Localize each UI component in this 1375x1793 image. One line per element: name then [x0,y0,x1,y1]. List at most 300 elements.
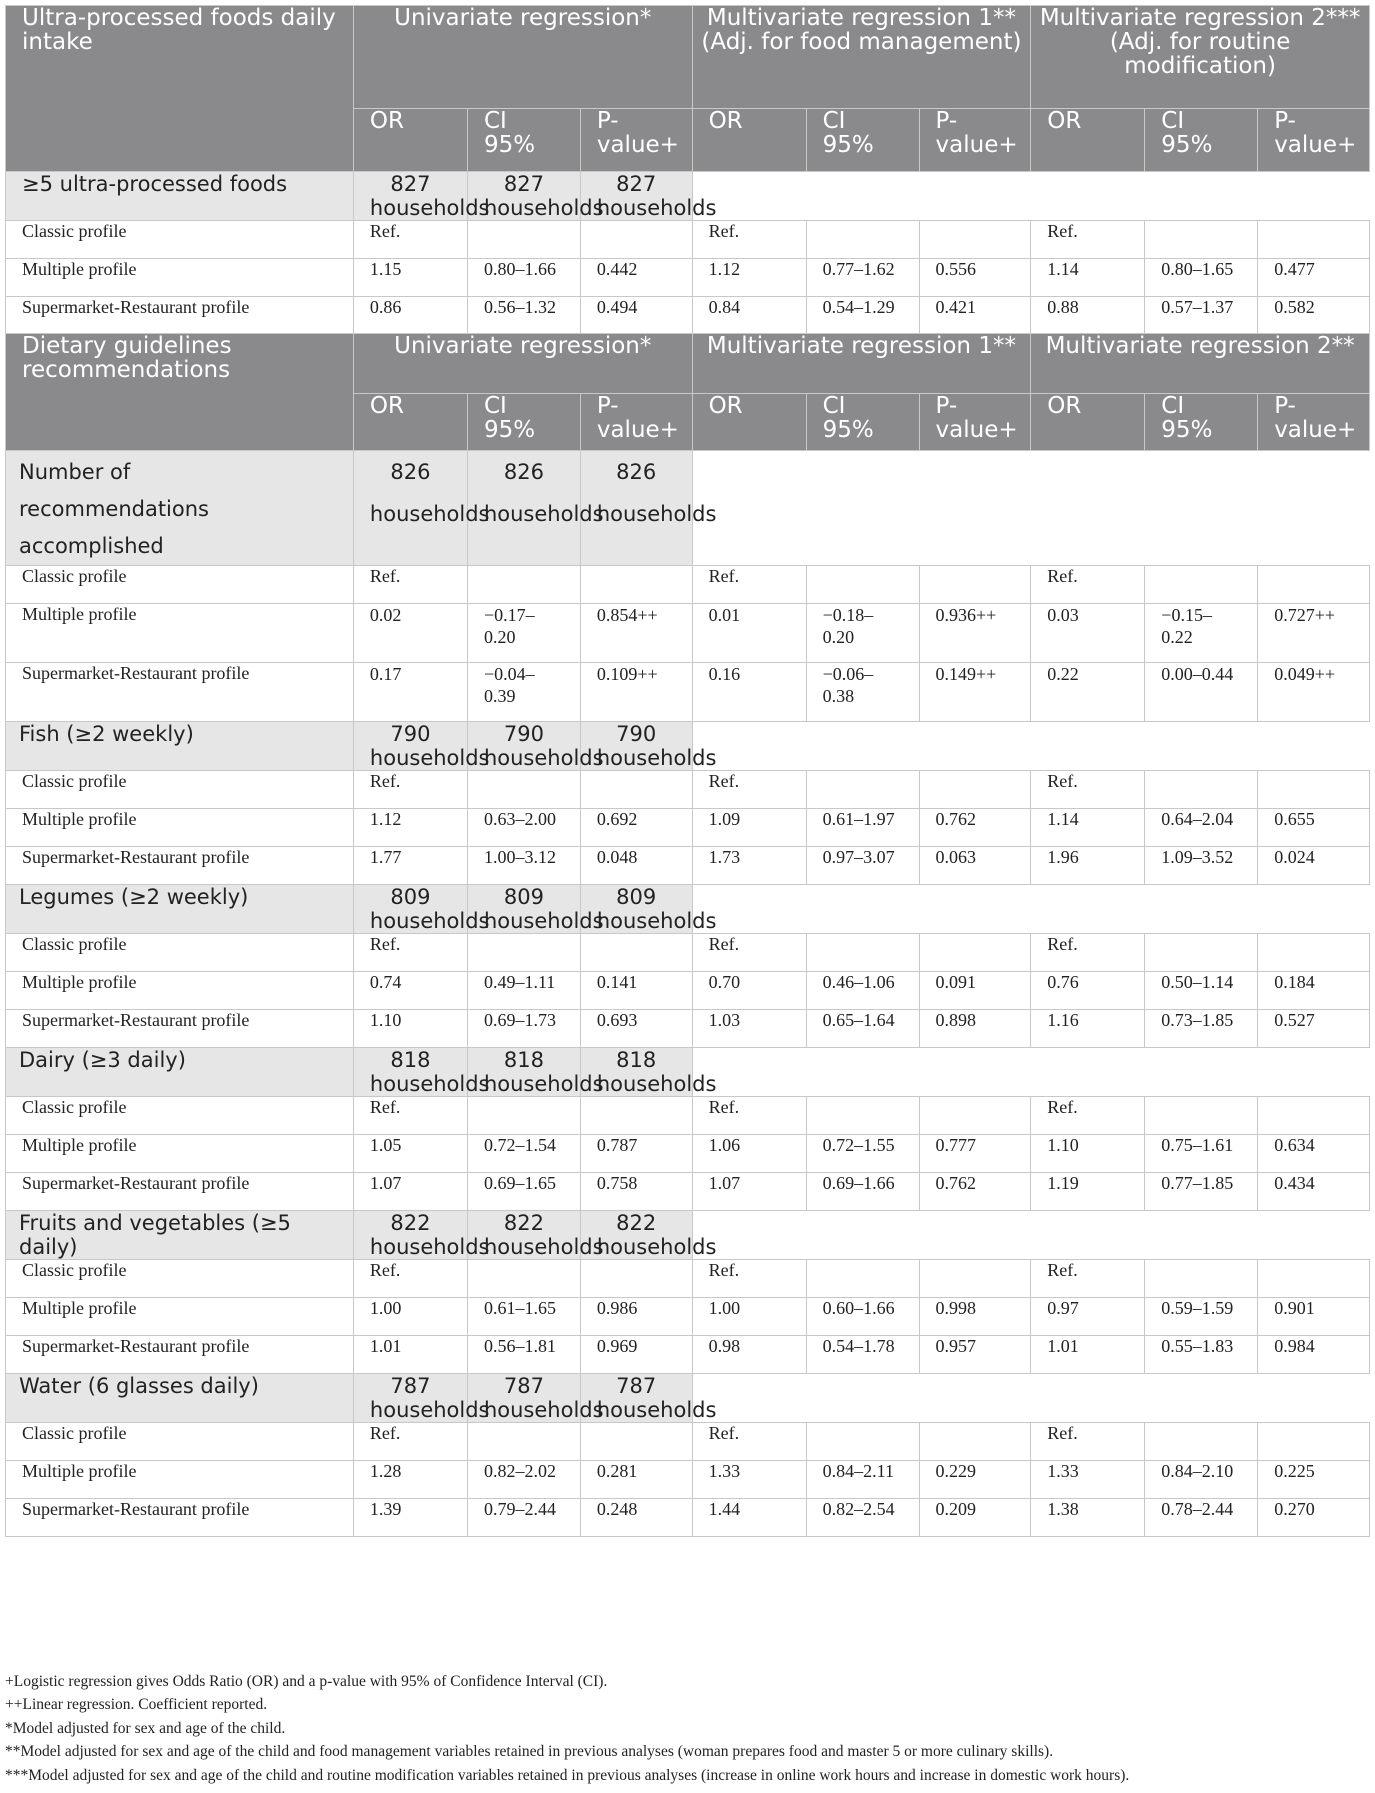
table-row [6,1260,1370,1298]
data-cell: 1.28 [353,1461,467,1499]
data-cell: 0.693 [580,1010,692,1048]
sample-size: 809 households [353,885,467,934]
data-cell: 0.77–1.62 [806,259,919,297]
data-cell: 0.582 [1258,297,1370,334]
data-cell: 0.986 [580,1298,692,1336]
data-cell [806,934,919,972]
row-label: Classic profile [6,934,354,972]
footnote: *Model adjusted for sex and age of the child. [5,1719,286,1737]
sample-size: 787 households [467,1374,580,1423]
data-cell: 0.64–2.04 [1145,809,1258,847]
data-cell: 0.82–2.54 [806,1499,919,1537]
data-cell [1145,1260,1258,1298]
footnotes [5,1670,1370,1787]
data-cell [580,771,692,809]
data-cell: 0.54–1.29 [806,297,919,334]
data-cell [467,934,580,972]
data-cell: −0.06–0.38 [806,663,919,722]
data-cell: 0.86 [353,297,467,334]
model-header: Multivariate regression 1** [692,334,1031,394]
data-cell [1258,1260,1370,1298]
table-title: Ultra-processed foods daily intake [6,6,354,172]
row-label: Classic profile [6,566,354,604]
data-cell: 0.048 [580,847,692,885]
model-header: Multivariate regression 2** [1031,334,1370,394]
data-cell: 0.72–1.54 [467,1135,580,1173]
data-cell: 0.78–2.44 [1145,1499,1258,1537]
data-cell: 0.762 [919,1173,1031,1211]
data-cell: 0.248 [580,1499,692,1537]
data-cell: Ref. [692,566,806,604]
table-row [6,1173,1370,1211]
data-cell: 0.80–1.65 [1145,259,1258,297]
data-cell [919,221,1031,259]
data-cell: Ref. [692,1260,806,1298]
table-row [6,934,1370,972]
data-cell: 1.09 [692,809,806,847]
row-label: Multiple profile [6,809,354,847]
data-cell: 1.14 [1031,809,1145,847]
row-label: Multiple profile [6,1135,354,1173]
table-row [6,566,1370,604]
column-header: OR [1031,394,1145,451]
data-cell: 0.209 [919,1499,1031,1537]
data-cell: 0.494 [580,297,692,334]
data-cell: 0.72–1.55 [806,1135,919,1173]
data-cell [1258,221,1370,259]
data-cell: 0.03 [1031,604,1145,663]
data-cell: 1.39 [353,1499,467,1537]
data-cell: 0.527 [1258,1010,1370,1048]
row-label: Classic profile [6,1097,354,1135]
sample-size: 787 households [353,1374,467,1423]
data-cell: 1.07 [353,1173,467,1211]
data-cell: 1.12 [692,259,806,297]
table-row [6,1010,1370,1048]
data-cell: 0.854++ [580,604,692,663]
data-cell: 1.00 [692,1298,806,1336]
data-cell: 0.02 [353,604,467,663]
section-title: Number of recommendations accomplished [6,451,354,566]
sample-size: 827 households [580,172,692,221]
data-cell [1258,934,1370,972]
data-cell: 0.46–1.06 [806,972,919,1010]
section-title: Fruits and vegetables (≥5 daily) [6,1211,354,1260]
data-cell [806,566,919,604]
sample-size: 790 households [353,722,467,771]
sample-size: 822 households [353,1211,467,1260]
data-cell: 0.79–2.44 [467,1499,580,1537]
data-cell: 0.969 [580,1336,692,1374]
data-cell: 0.49–1.11 [467,972,580,1010]
data-cell [467,771,580,809]
data-cell: Ref. [1031,771,1145,809]
data-cell: 1.10 [353,1010,467,1048]
data-cell [580,934,692,972]
footnote: **Model adjusted for sex and age of the child and food management variables retained in previous analyses (woman prepares food and master 5 or more culinary skills). [5,1743,1054,1761]
data-cell: Ref. [1031,1097,1145,1135]
table-row [6,847,1370,885]
sample-size: 822 households [467,1211,580,1260]
sample-size: 790 households [467,722,580,771]
data-cell: 0.634 [1258,1135,1370,1173]
footnote: +Logistic regression gives Odds Ratio (OR) and a p-value with 95% of Confidence Interval (CI). [5,1673,608,1690]
column-header: CI 95% [467,394,580,451]
row-label: Classic profile [6,1423,354,1461]
column-header: CI 95% [806,394,919,451]
data-cell: 0.091 [919,972,1031,1010]
column-header: OR [353,394,467,451]
data-cell: 0.69–1.66 [806,1173,919,1211]
data-cell: Ref. [353,771,467,809]
data-cell: 1.96 [1031,847,1145,885]
column-header: CI 95% [467,109,580,172]
data-cell: 0.998 [919,1298,1031,1336]
sample-size: 818 households [353,1048,467,1097]
data-cell [919,1097,1031,1135]
data-cell: 1.00–3.12 [467,847,580,885]
table-row [6,809,1370,847]
data-cell: 0.762 [919,809,1031,847]
data-cell: 0.184 [1258,972,1370,1010]
data-cell [806,1423,919,1461]
data-cell: 0.901 [1258,1298,1370,1336]
data-cell: 0.16 [692,663,806,722]
column-header: P-value+ [580,394,692,451]
data-cell: 0.434 [1258,1173,1370,1211]
data-cell [1258,771,1370,809]
data-cell: 0.777 [919,1135,1031,1173]
data-cell: 0.65–1.64 [806,1010,919,1048]
data-cell: 1.01 [1031,1336,1145,1374]
data-cell: 0.421 [919,297,1031,334]
data-cell: 0.727++ [1258,604,1370,663]
data-cell: Ref. [1031,221,1145,259]
column-header: CI 95% [1145,394,1258,451]
column-header: OR [353,109,467,172]
row-label: Multiple profile [6,1461,354,1499]
data-cell [806,771,919,809]
column-header: P-value+ [580,109,692,172]
data-cell: 0.00–0.44 [1145,663,1258,722]
data-cell: 1.05 [353,1135,467,1173]
data-cell [919,934,1031,972]
data-cell [919,1423,1031,1461]
table-row [6,1211,1370,1260]
table-row [6,1423,1370,1461]
column-header: OR [692,109,806,172]
table-row [6,771,1370,809]
sample-size: 827 households [353,172,467,221]
model-header: Multivariate regression 2*** (Adj. for routine modification) [1031,6,1370,109]
model-header: Univariate regression* [353,6,692,109]
row-label: Supermarket-Restaurant profile [6,663,354,722]
data-cell: Ref. [353,934,467,972]
data-cell: 1.15 [353,259,467,297]
table-row [6,972,1370,1010]
data-cell: Ref. [1031,566,1145,604]
data-cell: 0.556 [919,259,1031,297]
data-cell [580,1423,692,1461]
sample-size: 790 households [580,722,692,771]
data-cell: Ref. [692,221,806,259]
data-cell [580,1097,692,1135]
data-cell: 0.149++ [919,663,1031,722]
data-cell: 0.787 [580,1135,692,1173]
data-cell: 0.55–1.83 [1145,1336,1258,1374]
data-cell: 1.14 [1031,259,1145,297]
data-cell: 1.19 [1031,1173,1145,1211]
data-cell: 1.10 [1031,1135,1145,1173]
data-cell: 0.225 [1258,1461,1370,1499]
data-cell: 1.06 [692,1135,806,1173]
data-cell: 0.50–1.14 [1145,972,1258,1010]
table-row [6,6,1370,109]
data-cell: 0.60–1.66 [806,1298,919,1336]
data-cell: Ref. [353,566,467,604]
data-cell [1145,221,1258,259]
data-cell [580,221,692,259]
data-cell: 0.442 [580,259,692,297]
data-cell: 0.229 [919,1461,1031,1499]
row-label: Classic profile [6,221,354,259]
row-label: Multiple profile [6,1298,354,1336]
data-cell: 0.82–2.02 [467,1461,580,1499]
data-cell [467,221,580,259]
data-cell: 1.03 [692,1010,806,1048]
data-cell [1258,1097,1370,1135]
data-cell: 0.063 [919,847,1031,885]
table-row [6,451,1370,566]
data-cell [1145,1423,1258,1461]
table-row [6,1336,1370,1374]
data-cell: 1.01 [353,1336,467,1374]
data-cell: 0.22 [1031,663,1145,722]
data-cell: 0.01 [692,604,806,663]
data-cell: 0.84 [692,297,806,334]
data-cell: 0.88 [1031,297,1145,334]
data-cell: 0.61–1.65 [467,1298,580,1336]
sample-size: 822 households [580,1211,692,1260]
data-cell [1145,934,1258,972]
data-cell: Ref. [692,934,806,972]
data-cell [919,771,1031,809]
data-cell: 1.07 [692,1173,806,1211]
row-label: Supermarket-Restaurant profile [6,1173,354,1211]
data-cell: 0.270 [1258,1499,1370,1537]
data-cell [467,1097,580,1135]
sample-size: 818 households [467,1048,580,1097]
data-cell: −0.17–0.20 [467,604,580,663]
data-cell: Ref. [353,221,467,259]
row-label: Supermarket-Restaurant profile [6,1010,354,1048]
table-row [6,1135,1370,1173]
section-title: Dairy (≥3 daily) [6,1048,354,1097]
data-cell: Ref. [692,1097,806,1135]
data-cell: 0.84–2.10 [1145,1461,1258,1499]
data-cell: Ref. [353,1097,467,1135]
data-cell: 0.984 [1258,1336,1370,1374]
sample-size: 826 households [467,451,580,566]
data-cell: 0.936++ [919,604,1031,663]
data-cell: Ref. [692,1423,806,1461]
data-cell: 0.97 [1031,1298,1145,1336]
model-header: Univariate regression* [353,334,692,394]
data-cell: 0.77–1.85 [1145,1173,1258,1211]
column-header: P-value+ [919,109,1031,172]
data-cell: 0.56–1.32 [467,297,580,334]
data-cell: 1.77 [353,847,467,885]
data-cell: 1.12 [353,809,467,847]
row-label: Supermarket-Restaurant profile [6,297,354,334]
table-row [6,172,1370,221]
data-cell: 0.024 [1258,847,1370,885]
data-cell: 0.69–1.73 [467,1010,580,1048]
table-row [6,1097,1370,1135]
section-title: Water (6 glasses daily) [6,1374,354,1423]
table-title: Dietary guidelines recommendations [6,334,354,451]
data-cell [919,1260,1031,1298]
results-table [5,5,1370,1537]
data-cell: 0.76 [1031,972,1145,1010]
data-cell [467,566,580,604]
data-cell: 0.69–1.65 [467,1173,580,1211]
data-cell: 0.73–1.85 [1145,1010,1258,1048]
sample-size: 809 households [467,885,580,934]
table-row [6,297,1370,334]
data-cell: 0.281 [580,1461,692,1499]
data-cell: 0.80–1.66 [467,259,580,297]
data-cell: −0.18–0.20 [806,604,919,663]
data-cell [1145,771,1258,809]
data-cell [806,1260,919,1298]
data-cell [806,221,919,259]
row-label: Classic profile [6,771,354,809]
data-cell [1258,566,1370,604]
data-cell: 1.44 [692,1499,806,1537]
data-cell: 1.73 [692,847,806,885]
row-label: Supermarket-Restaurant profile [6,847,354,885]
row-label: Multiple profile [6,604,354,663]
row-label: Classic profile [6,1260,354,1298]
sample-size: 826 households [353,451,467,566]
row-label: Supermarket-Restaurant profile [6,1336,354,1374]
table-row [6,259,1370,297]
data-cell [580,566,692,604]
section-title: Legumes (≥2 weekly) [6,885,354,934]
column-header: CI 95% [806,109,919,172]
table-row [6,334,1370,394]
data-cell: 0.61–1.97 [806,809,919,847]
table-row [6,1298,1370,1336]
data-cell: 0.141 [580,972,692,1010]
data-cell: 0.109++ [580,663,692,722]
data-cell: 1.09–3.52 [1145,847,1258,885]
data-cell [580,1260,692,1298]
column-header: OR [692,394,806,451]
data-cell [1145,566,1258,604]
sample-size: 787 households [580,1374,692,1423]
data-cell: 0.957 [919,1336,1031,1374]
data-cell: 1.00 [353,1298,467,1336]
data-cell: 0.54–1.78 [806,1336,919,1374]
row-label: Multiple profile [6,259,354,297]
sample-size: 818 households [580,1048,692,1097]
data-cell [467,1423,580,1461]
table-row [6,1461,1370,1499]
column-header: P-value+ [1258,109,1370,172]
data-cell: 0.59–1.59 [1145,1298,1258,1336]
data-cell [467,1260,580,1298]
data-cell: 0.758 [580,1173,692,1211]
data-cell: −0.04–0.39 [467,663,580,722]
data-cell: 0.898 [919,1010,1031,1048]
data-cell: Ref. [1031,934,1145,972]
data-cell: 0.75–1.61 [1145,1135,1258,1173]
data-cell: 1.16 [1031,1010,1145,1048]
data-cell: 1.38 [1031,1499,1145,1537]
data-cell: 0.049++ [1258,663,1370,722]
table-row [6,1499,1370,1537]
data-cell: 1.33 [692,1461,806,1499]
data-cell [1145,1097,1258,1135]
data-cell: 0.17 [353,663,467,722]
footnote: ++Linear regression. Coefficient reported. [5,1696,268,1714]
sample-size: 826 households [580,451,692,566]
data-cell: 0.692 [580,809,692,847]
model-header: Multivariate regression 1** (Adj. for food management) [692,6,1031,109]
footnote: ***Model adjusted for sex and age of the child and routine modification variables retained in previous analyses (increase in online work hours and increase in domestic work hours). [5,1766,1130,1784]
data-cell: Ref. [1031,1423,1145,1461]
data-cell: 0.56–1.81 [467,1336,580,1374]
data-cell: Ref. [353,1260,467,1298]
data-cell [806,1097,919,1135]
data-cell [919,566,1031,604]
data-cell: −0.15–0.22 [1145,604,1258,663]
table-row [6,885,1370,934]
row-label: Supermarket-Restaurant profile [6,1499,354,1537]
data-cell: 0.84–2.11 [806,1461,919,1499]
data-cell: 0.655 [1258,809,1370,847]
table-row [6,1048,1370,1097]
data-cell: Ref. [1031,1260,1145,1298]
column-header: CI 95% [1145,109,1258,172]
section-title: ≥5 ultra-processed foods [6,172,354,221]
column-header: OR [1031,109,1145,172]
data-cell: 1.33 [1031,1461,1145,1499]
data-cell [1258,1423,1370,1461]
data-cell: 0.477 [1258,259,1370,297]
data-cell: 0.74 [353,972,467,1010]
table-row [6,221,1370,259]
column-header: P-value+ [1258,394,1370,451]
data-cell: 0.70 [692,972,806,1010]
table-row [6,1374,1370,1423]
data-cell: Ref. [353,1423,467,1461]
table-row [6,604,1370,663]
table-row [6,663,1370,722]
section-title: Fish (≥2 weekly) [6,722,354,771]
sample-size: 827 households [467,172,580,221]
row-label: Multiple profile [6,972,354,1010]
data-cell: 0.97–3.07 [806,847,919,885]
column-header: P-value+ [919,394,1031,451]
data-cell: 0.98 [692,1336,806,1374]
data-cell: Ref. [692,771,806,809]
data-cell: 0.63–2.00 [467,809,580,847]
data-cell: 0.57–1.37 [1145,297,1258,334]
sample-size: 809 households [580,885,692,934]
